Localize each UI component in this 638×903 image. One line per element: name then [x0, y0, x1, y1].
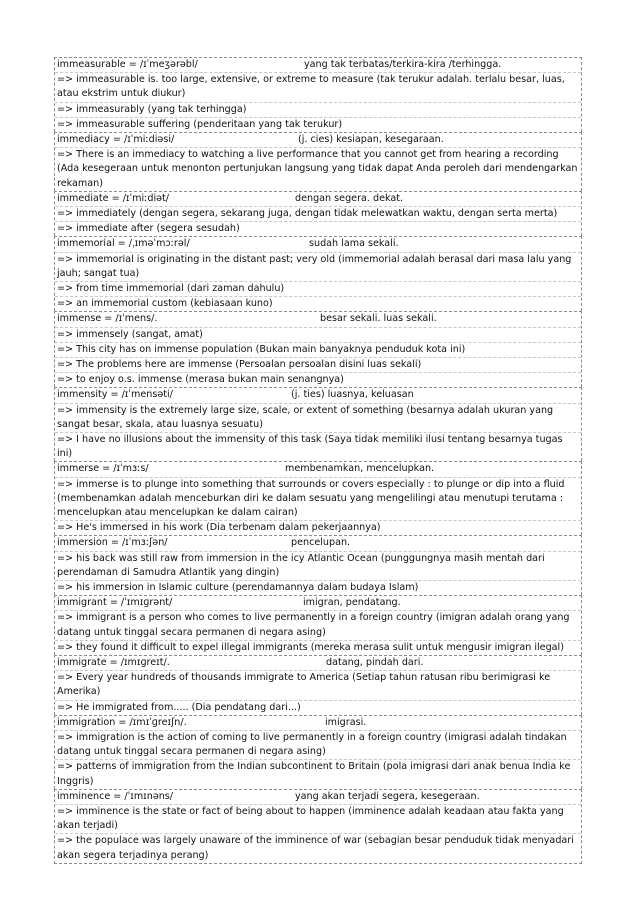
entry-gloss: dengan segera. dekat. — [295, 192, 404, 204]
entry-line: => He immigrated from..... (Dia pendatang dari...) — [55, 700, 581, 715]
entry-imminence — [54, 789, 582, 864]
entry-line: => the populace was largely unaware of the imminence of war (sebagian besar penduduk tidak menyadari akan segera terjadinya perang) — [55, 833, 581, 862]
entry-immigrant — [54, 595, 582, 655]
entry-headline — [55, 133, 581, 147]
entry-headline — [55, 58, 581, 72]
entry-term: immigration = /ɪmɪˈɡreɪʃn/. — [57, 716, 187, 728]
entry-line: => immeasurable suffering (penderitaan yang tak terukur) — [55, 117, 581, 132]
entry-headline — [55, 596, 581, 610]
entry-term: immigrate = /ɪmɪɡreɪt/. — [57, 656, 170, 668]
entry-immediacy — [54, 132, 582, 191]
entry-line: => patterns of immigration from the Indian subcontinent to Britain (pola imigrasi dari anak benua India ke Inggris) — [55, 759, 581, 788]
entry-headline — [55, 388, 581, 402]
entry-immigration — [54, 715, 582, 789]
entry-line: => imminence is the state or fact of being about to happen (imminence adalah keadaan atau fakta yang akan terjadi) — [55, 804, 581, 833]
entry-line: => immemorial is originating in the distant past; very old (immemorial adalah berasal dari masa lalu yang jauh; sangat tua) — [55, 252, 581, 281]
entry-headline — [55, 536, 581, 550]
entry-term: immigrant = /ˈɪmɪɡrənt/ — [57, 597, 173, 609]
entry-term: immeasurable = /ɪˈmeʒərəbl/ — [57, 59, 198, 70]
entry-immediate — [54, 191, 582, 237]
entry-headline — [55, 312, 581, 326]
entry-gloss: besar sekali. luas sekali. — [320, 313, 437, 325]
entry-line: => immediate after (segera sesudah) — [55, 221, 581, 236]
entry-line: => immeasurable is. too large, extensive, or extreme to measure (tak terukur adalah. terlalu besar, luas, atau ekstrim untuk diukur) — [55, 72, 581, 101]
entry-headline — [55, 192, 581, 206]
entry-line: => The problems here are immense (Persoalan persoalan disini luas sekali) — [55, 357, 581, 372]
entry-gloss: imigran, pendatang. — [303, 597, 401, 609]
entry-immense — [54, 311, 582, 387]
entry-term: immensity = /ɪˈmensəti/ — [57, 389, 173, 401]
glossary-page — [54, 57, 582, 864]
entry-line: => from time immemorial (dari zaman dahulu) — [55, 281, 581, 296]
entry-gloss: yang tak terbatas/terkira-kira /terhingga. — [304, 59, 502, 70]
entry-headline — [55, 656, 581, 670]
entry-immensity — [54, 387, 582, 461]
entry-immerse — [54, 461, 582, 535]
entry-line: => He's immersed in his work (Dia terbenam dalam pekerjaannya) — [55, 520, 581, 535]
entry-term: imminence = /ˈɪmɪnəns/ — [57, 790, 174, 802]
entry-immigrate — [54, 655, 582, 715]
entry-line: => I have no illusions about the immensity of this task (Saya tidak memiliki ilusi tentang besarnya tugas ini) — [55, 432, 581, 461]
entry-term: immediacy = /ɪˈmiːdiəsi/ — [57, 134, 175, 145]
entry-immersion — [54, 535, 582, 595]
entry-gloss: (j. cies) kesiapan, kesegaraan. — [298, 134, 444, 145]
entry-line: => There is an immediacy to watching a live performance that you cannot get from hearing a recording (Ada kesegeraan untuk menonton pertunjukan langsung yang tidak dapat Anda peroleh dari mendengarkan rekaman) — [55, 147, 581, 191]
entry-gloss: (j. ties) luasnya, keluasan — [291, 389, 414, 401]
entry-gloss: yang akan terjadi segera, kesegeraan. — [295, 790, 480, 802]
entry-term: immediate = /ɪˈmiːdiət/ — [57, 192, 170, 204]
entry-gloss: pencelupan. — [291, 537, 351, 549]
entry-line: => Every year hundreds of thousands immigrate to America (Setiap tahun ratusan ribu berimigrasi ke Amerika) — [55, 670, 581, 699]
entry-gloss: sudah lama sekali. — [309, 238, 399, 250]
entry-line: => his immersion in Islamic culture (perendamannya dalam budaya Islam) — [55, 580, 581, 595]
entry-gloss: membenamkan, mencelupkan. — [285, 463, 435, 475]
entry-line: => immensely (sangat, amat) — [55, 327, 581, 342]
entry-immemorial — [54, 236, 582, 311]
entry-headline — [55, 716, 581, 730]
entry-line: => immigrant is a person who comes to live permanently in a foreign country (imigran adalah orang yang datang untuk tinggal secara permanen di negara asing) — [55, 610, 581, 639]
entry-line: => they found it difficult to expel illegal immigrants (mereka merasa sulit untuk mengusir imigran ilegal) — [55, 640, 581, 655]
entry-line: => his back was still raw from immersion in the icy Atlantic Ocean (punggungnya masih mentah dari perendaman di Samudra Atlantik yang dingin) — [55, 551, 581, 580]
entry-term: immersion = /ɪˈmɜːʃən/ — [57, 537, 168, 549]
entry-term: immerse = /ɪˈmɜːs/ — [57, 463, 149, 475]
entry-line: => This city has on immense population (Bukan main banyaknya penduduk kota ini) — [55, 342, 581, 357]
entry-line: => immerse is to plunge into something that surrounds or covers especially : to plunge or dip into a fluid (membenamkan adalah menceburkan diri ke dalam sesuatu yang mengelilingi atau menutupi terutama : mencelupkan atau mencelupkan ke dalam cairan) — [55, 477, 581, 521]
entry-gloss: datang, pindah dari. — [326, 656, 424, 668]
entry-gloss: imigrasi. — [325, 716, 367, 728]
entry-headline — [55, 790, 581, 804]
entry-line: => immeasurably (yang tak terhingga) — [55, 102, 581, 117]
entry-immeasurable — [54, 57, 582, 132]
entry-term: immense = /ɪˈmens/. — [57, 313, 158, 325]
entry-headline — [55, 462, 581, 476]
entry-line: => immigration is the action of coming to live permanently in a foreign country (imigrasi adalah tindakan datang untuk tinggal secara permanen di negara asing) — [55, 730, 581, 759]
entry-line: => immensity is the extremely large size, scale, or extent of something (besarnya adalah ukuran yang sangat besar, skala, atau luasnya sesuatu) — [55, 403, 581, 432]
entry-headline — [55, 237, 581, 251]
entry-line: => an immemorial custom (kebiasaan kuno) — [55, 296, 581, 311]
entry-line: => immediately (dengan segera, sekarang juga, dengan tidak melewatkan waktu, dengan serta merta) — [55, 206, 581, 221]
entry-term: immemorial = /ˌɪməˈmɔːrəl/ — [57, 238, 190, 250]
entry-line: => to enjoy o.s. immense (merasa bukan main senangnya) — [55, 372, 581, 387]
